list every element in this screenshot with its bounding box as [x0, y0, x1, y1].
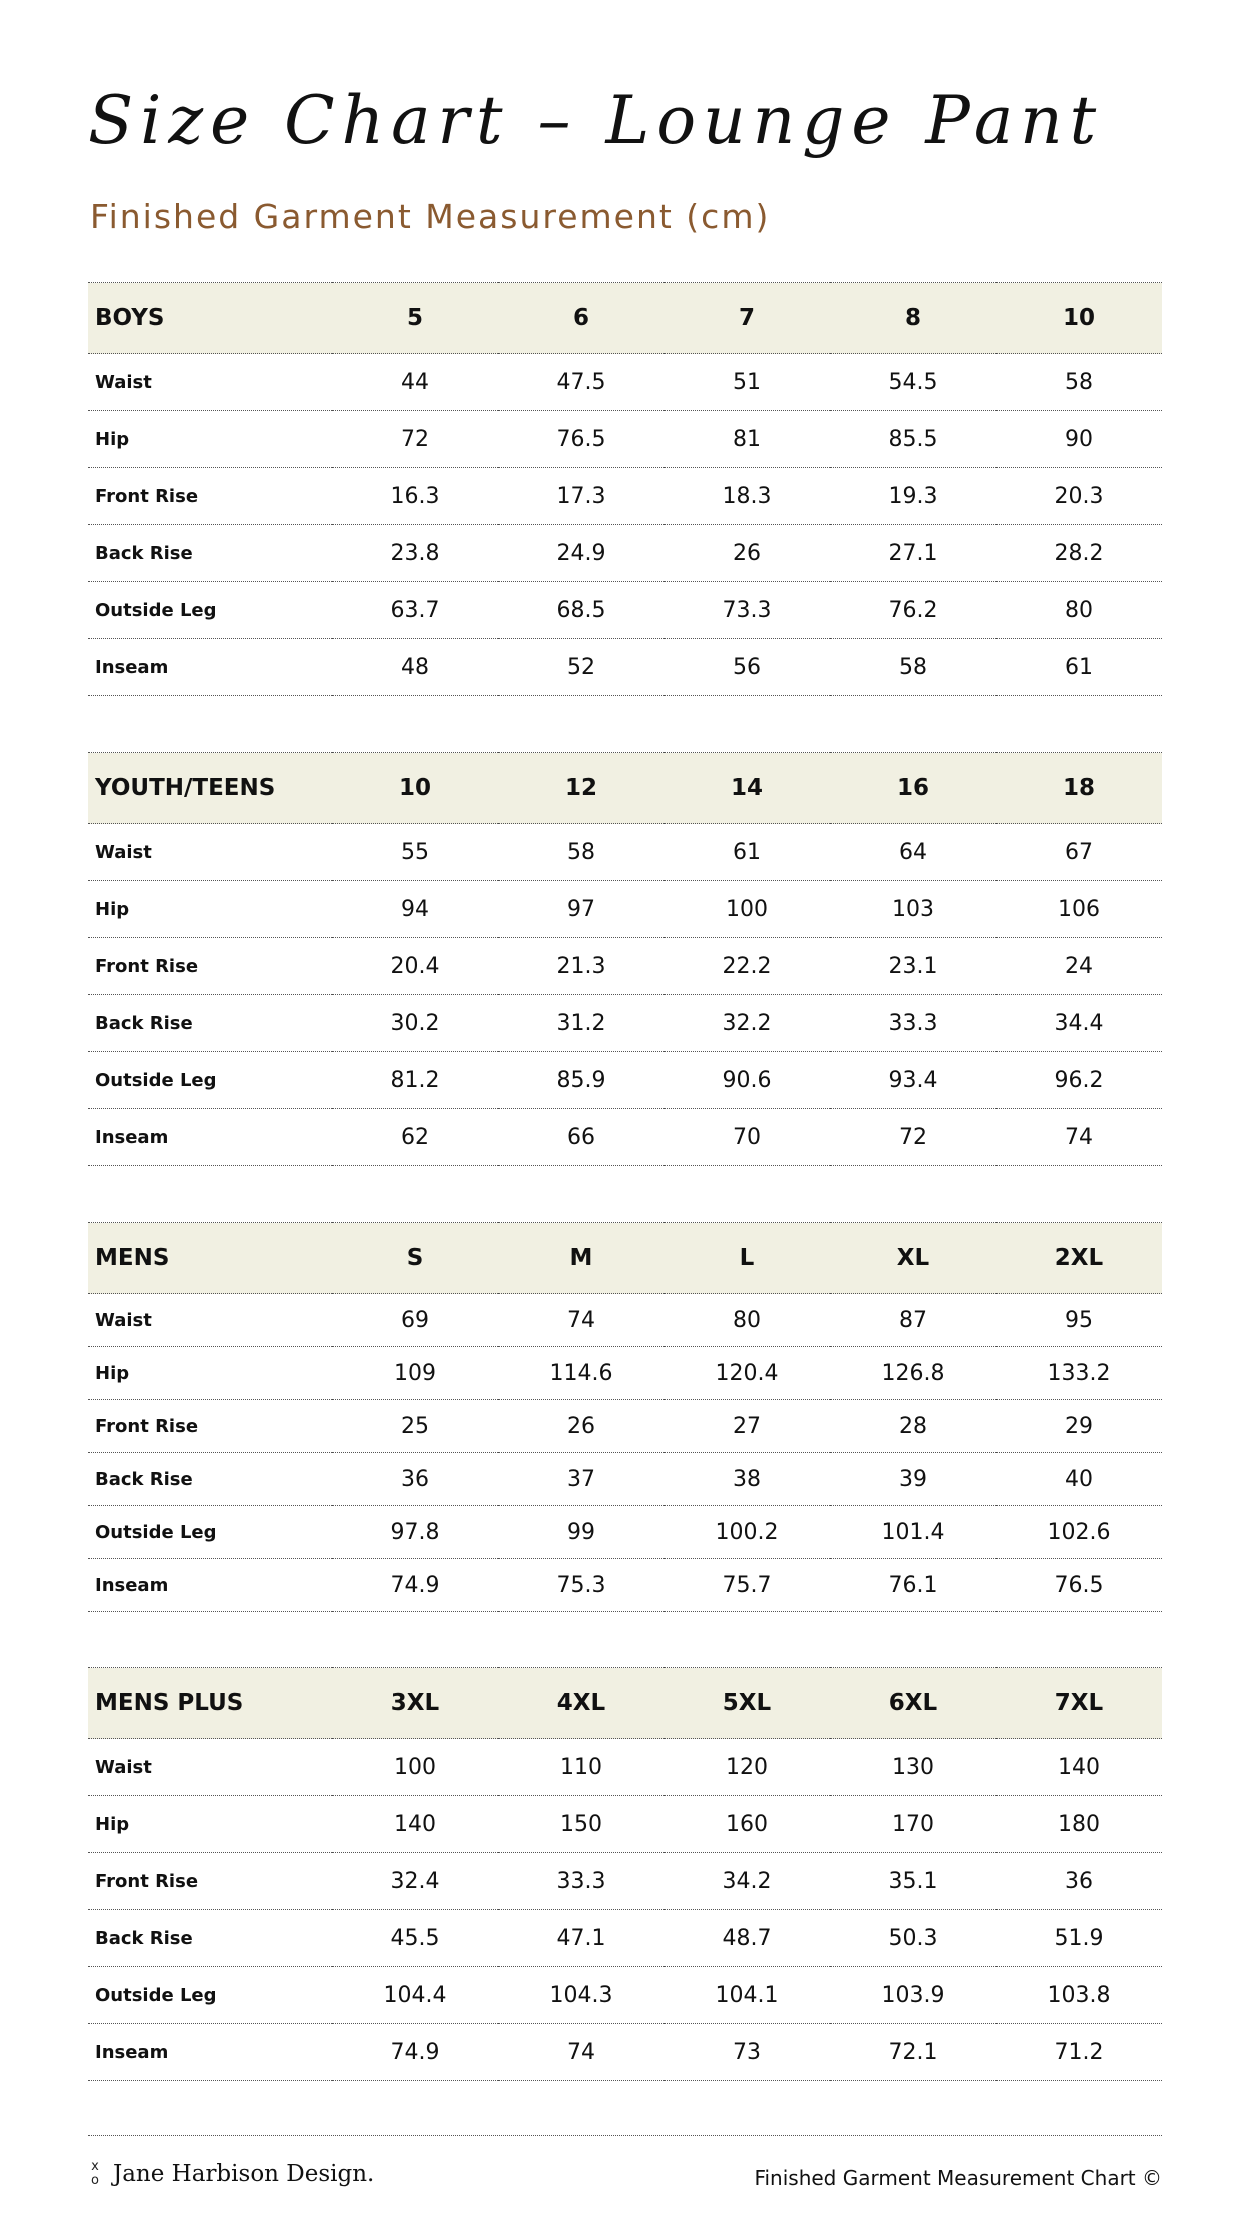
table-row — [88, 2024, 1162, 2081]
measurement-value: 180 — [996, 1796, 1162, 1853]
table-row — [88, 938, 1162, 995]
group-label: MENS PLUS — [88, 1668, 332, 1739]
measurement-label: Inseam — [88, 2024, 332, 2081]
table-row — [88, 1853, 1162, 1910]
measurement-value: 62 — [332, 1109, 498, 1166]
measurement-value: 87 — [830, 1294, 996, 1347]
measurement-value: 26 — [664, 525, 830, 582]
table-row — [88, 411, 1162, 468]
boys-size-table — [88, 282, 1162, 696]
measurement-value: 74.9 — [332, 2024, 498, 2081]
measurement-value: 101.4 — [830, 1506, 996, 1559]
measurement-value: 51.9 — [996, 1910, 1162, 1967]
measurement-value: 93.4 — [830, 1052, 996, 1109]
table-row — [88, 1347, 1162, 1400]
measurement-value: 34.2 — [664, 1853, 830, 1910]
measurement-label: Front Rise — [88, 1853, 332, 1910]
measurement-value: 32.2 — [664, 995, 830, 1052]
measurement-label: Hip — [88, 1347, 332, 1400]
table-row — [88, 995, 1162, 1052]
measurement-value: 73.3 — [664, 582, 830, 639]
measurement-value: 20.3 — [996, 468, 1162, 525]
measurement-label: Waist — [88, 1739, 332, 1796]
measurement-label: Inseam — [88, 1559, 332, 1612]
measurement-value: 140 — [332, 1796, 498, 1853]
measurement-value: 16.3 — [332, 468, 498, 525]
xo-mark — [88, 2160, 102, 2188]
measurement-value: 76.2 — [830, 582, 996, 639]
measurement-value: 74.9 — [332, 1559, 498, 1612]
measurement-value: 66 — [498, 1109, 664, 1166]
measurement-value: 69 — [332, 1294, 498, 1347]
measurement-value: 120 — [664, 1739, 830, 1796]
measurement-value: 24 — [996, 938, 1162, 995]
measurement-value: 61 — [664, 824, 830, 881]
size-header: 8 — [830, 283, 996, 354]
measurement-label: Back Rise — [88, 1453, 332, 1506]
table-row — [88, 582, 1162, 639]
table-header-row — [88, 283, 1162, 354]
measurement-value: 71.2 — [996, 2024, 1162, 2081]
table-row — [88, 1910, 1162, 1967]
measurement-value: 100 — [664, 881, 830, 938]
measurement-value: 100.2 — [664, 1506, 830, 1559]
youth-teens-size-table — [88, 752, 1162, 1166]
footer-divider — [88, 2135, 1162, 2136]
measurement-value: 40 — [996, 1453, 1162, 1506]
measurement-label: Waist — [88, 1294, 332, 1347]
measurement-value: 23.8 — [332, 525, 498, 582]
measurement-value: 45.5 — [332, 1910, 498, 1967]
size-header: 12 — [498, 753, 664, 824]
measurement-value: 38 — [664, 1453, 830, 1506]
measurement-value: 102.6 — [996, 1506, 1162, 1559]
measurement-value: 58 — [830, 639, 996, 696]
table-row — [88, 1506, 1162, 1559]
measurement-value: 58 — [498, 824, 664, 881]
measurement-value: 47.5 — [498, 354, 664, 411]
xo-mark-bottom: o — [91, 2173, 99, 2188]
measurement-label: Outside Leg — [88, 582, 332, 639]
measurement-value: 63.7 — [332, 582, 498, 639]
measurement-label: Front Rise — [88, 1400, 332, 1453]
measurement-value: 74 — [498, 2024, 664, 2081]
size-header: 10 — [996, 283, 1162, 354]
measurement-value: 76.5 — [498, 411, 664, 468]
measurement-value: 48 — [332, 639, 498, 696]
size-header: S — [332, 1223, 498, 1294]
measurement-value: 74 — [996, 1109, 1162, 1166]
size-header: 16 — [830, 753, 996, 824]
measurement-value: 33.3 — [830, 995, 996, 1052]
table-header-row — [88, 1223, 1162, 1294]
measurement-value: 81 — [664, 411, 830, 468]
table-row — [88, 468, 1162, 525]
measurement-value: 97.8 — [332, 1506, 498, 1559]
measurement-value: 24.9 — [498, 525, 664, 582]
measurement-value: 104.1 — [664, 1967, 830, 2024]
size-header: 5XL — [664, 1668, 830, 1739]
measurement-value: 51 — [664, 354, 830, 411]
measurement-value: 140 — [996, 1739, 1162, 1796]
size-header: 7 — [664, 283, 830, 354]
table-row — [88, 1109, 1162, 1166]
table-row — [88, 1453, 1162, 1506]
measurement-value: 35.1 — [830, 1853, 996, 1910]
measurement-value: 28 — [830, 1400, 996, 1453]
table-header-row — [88, 1668, 1162, 1739]
size-header: 5 — [332, 283, 498, 354]
size-header: 3XL — [332, 1668, 498, 1739]
measurement-value: 170 — [830, 1796, 996, 1853]
mens-plus-size-table — [88, 1667, 1162, 2081]
group-label: MENS — [88, 1223, 332, 1294]
table-row — [88, 354, 1162, 411]
measurement-value: 27.1 — [830, 525, 996, 582]
size-header: 10 — [332, 753, 498, 824]
measurement-value: 85.5 — [830, 411, 996, 468]
measurement-value: 27 — [664, 1400, 830, 1453]
measurement-label: Hip — [88, 411, 332, 468]
measurement-value: 160 — [664, 1796, 830, 1853]
measurement-value: 73 — [664, 2024, 830, 2081]
measurement-value: 44 — [332, 354, 498, 411]
measurement-value: 36 — [332, 1453, 498, 1506]
size-header: 14 — [664, 753, 830, 824]
measurement-value: 55 — [332, 824, 498, 881]
measurement-value: 50.3 — [830, 1910, 996, 1967]
measurement-value: 74 — [498, 1294, 664, 1347]
mens-size-table — [88, 1222, 1162, 1612]
table-row — [88, 1559, 1162, 1612]
table-row — [88, 639, 1162, 696]
measurement-value: 80 — [664, 1294, 830, 1347]
measurement-value: 150 — [498, 1796, 664, 1853]
measurement-value: 72 — [332, 411, 498, 468]
measurement-value: 22.2 — [664, 938, 830, 995]
measurement-value: 100 — [332, 1739, 498, 1796]
measurement-label: Back Rise — [88, 1910, 332, 1967]
measurement-label: Back Rise — [88, 995, 332, 1052]
measurement-label: Outside Leg — [88, 1052, 332, 1109]
measurement-value: 54.5 — [830, 354, 996, 411]
size-header: 6XL — [830, 1668, 996, 1739]
measurement-value: 72.1 — [830, 2024, 996, 2081]
measurement-label: Front Rise — [88, 938, 332, 995]
measurement-value: 96.2 — [996, 1052, 1162, 1109]
measurement-value: 126.8 — [830, 1347, 996, 1400]
measurement-value: 114.6 — [498, 1347, 664, 1400]
measurement-value: 31.2 — [498, 995, 664, 1052]
measurement-value: 103 — [830, 881, 996, 938]
measurement-value: 19.3 — [830, 468, 996, 525]
measurement-value: 68.5 — [498, 582, 664, 639]
measurement-label: Inseam — [88, 1109, 332, 1166]
measurement-value: 106 — [996, 881, 1162, 938]
measurement-value: 20.4 — [332, 938, 498, 995]
measurement-value: 29 — [996, 1400, 1162, 1453]
table-row — [88, 881, 1162, 938]
measurement-label: Inseam — [88, 639, 332, 696]
measurement-value: 61 — [996, 639, 1162, 696]
measurement-value: 103.8 — [996, 1967, 1162, 2024]
measurement-value: 97 — [498, 881, 664, 938]
measurement-value: 103.9 — [830, 1967, 996, 2024]
measurement-value: 104.4 — [332, 1967, 498, 2024]
measurement-value: 34.4 — [996, 995, 1162, 1052]
measurement-value: 30.2 — [332, 995, 498, 1052]
measurement-value: 81.2 — [332, 1052, 498, 1109]
measurement-label: Hip — [88, 881, 332, 938]
brand-name: Jane Harbison Design. — [113, 2161, 375, 2187]
measurement-value: 75.7 — [664, 1559, 830, 1612]
measurement-value: 18.3 — [664, 468, 830, 525]
table-header-row — [88, 753, 1162, 824]
measurement-value: 36 — [996, 1853, 1162, 1910]
measurement-value: 64 — [830, 824, 996, 881]
measurement-value: 28.2 — [996, 525, 1162, 582]
table-row — [88, 1052, 1162, 1109]
table-row — [88, 1294, 1162, 1347]
measurement-value: 17.3 — [498, 468, 664, 525]
size-header: 4XL — [498, 1668, 664, 1739]
measurement-value: 39 — [830, 1453, 996, 1506]
page-subtitle: Finished Garment Measurement (cm) — [90, 197, 771, 236]
measurement-value: 56 — [664, 639, 830, 696]
size-header: 7XL — [996, 1668, 1162, 1739]
measurement-value: 104.3 — [498, 1967, 664, 2024]
table-row — [88, 1739, 1162, 1796]
group-label: BOYS — [88, 283, 332, 354]
group-label: YOUTH/TEENS — [88, 753, 332, 824]
measurement-value: 85.9 — [498, 1052, 664, 1109]
size-header: 18 — [996, 753, 1162, 824]
size-header: 6 — [498, 283, 664, 354]
size-header: 2XL — [996, 1223, 1162, 1294]
measurement-label: Waist — [88, 824, 332, 881]
measurement-value: 110 — [498, 1739, 664, 1796]
measurement-value: 76.1 — [830, 1559, 996, 1612]
measurement-value: 76.5 — [996, 1559, 1162, 1612]
measurement-value: 70 — [664, 1109, 830, 1166]
size-header: L — [664, 1223, 830, 1294]
page-title: Size Chart – Lounge Pant — [88, 82, 1104, 159]
measurement-value: 47.1 — [498, 1910, 664, 1967]
table-row — [88, 1967, 1162, 2024]
measurement-value: 120.4 — [664, 1347, 830, 1400]
measurement-value: 90.6 — [664, 1052, 830, 1109]
measurement-value: 52 — [498, 639, 664, 696]
measurement-value: 80 — [996, 582, 1162, 639]
measurement-value: 32.4 — [332, 1853, 498, 1910]
measurement-value: 109 — [332, 1347, 498, 1400]
measurement-value: 99 — [498, 1506, 664, 1559]
measurement-label: Outside Leg — [88, 1506, 332, 1559]
size-header: M — [498, 1223, 664, 1294]
table-row — [88, 1400, 1162, 1453]
table-row — [88, 1796, 1162, 1853]
measurement-value: 90 — [996, 411, 1162, 468]
measurement-value: 95 — [996, 1294, 1162, 1347]
measurement-label: Outside Leg — [88, 1967, 332, 2024]
table-row — [88, 525, 1162, 582]
measurement-label: Waist — [88, 354, 332, 411]
measurement-value: 25 — [332, 1400, 498, 1453]
measurement-value: 72 — [830, 1109, 996, 1166]
measurement-value: 33.3 — [498, 1853, 664, 1910]
measurement-value: 48.7 — [664, 1910, 830, 1967]
measurement-value: 67 — [996, 824, 1162, 881]
measurement-value: 130 — [830, 1739, 996, 1796]
measurement-value: 58 — [996, 354, 1162, 411]
measurement-value: 75.3 — [498, 1559, 664, 1612]
xo-mark-top: x — [91, 2159, 99, 2174]
measurement-label: Hip — [88, 1796, 332, 1853]
measurement-value: 37 — [498, 1453, 664, 1506]
measurement-value: 23.1 — [830, 938, 996, 995]
measurement-label: Back Rise — [88, 525, 332, 582]
table-row — [88, 824, 1162, 881]
measurement-value: 133.2 — [996, 1347, 1162, 1400]
measurement-value: 94 — [332, 881, 498, 938]
measurement-value: 21.3 — [498, 938, 664, 995]
measurement-label: Front Rise — [88, 468, 332, 525]
measurement-value: 26 — [498, 1400, 664, 1453]
size-header: XL — [830, 1223, 996, 1294]
footer-note: Finished Garment Measurement Chart © — [754, 2166, 1162, 2190]
